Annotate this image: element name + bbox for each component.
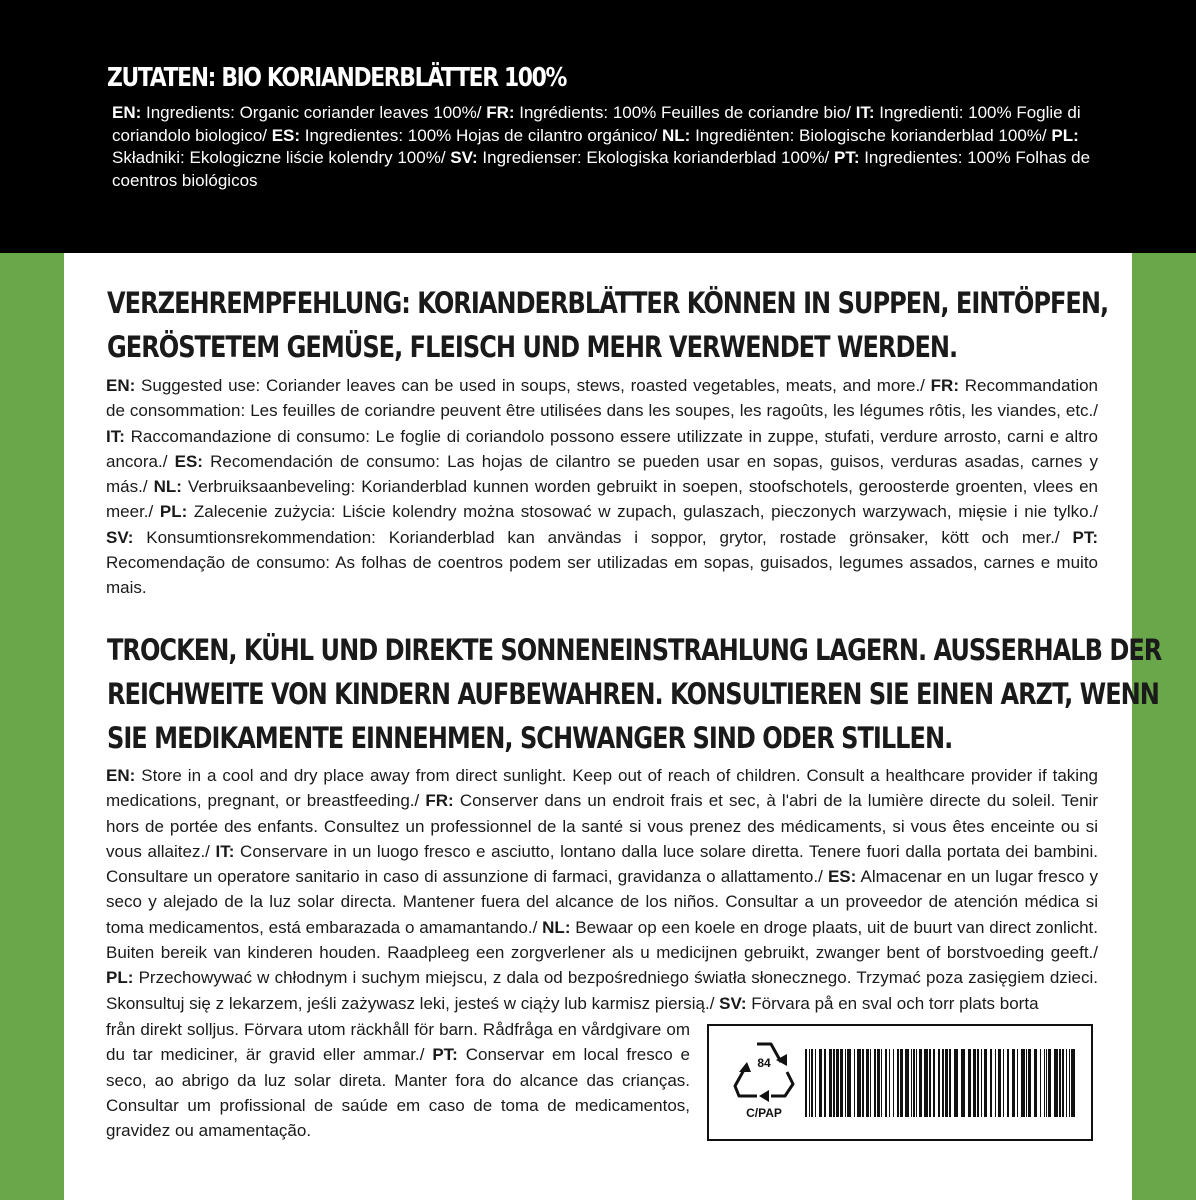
language-code: SV: (719, 993, 747, 1013)
translation-text: Recomendación de consumo: Las hojas de cilantro se pueden usar en sopas, guisos, verduras asadas, carnes y más./ (106, 451, 1098, 497)
language-code: PL: (1051, 125, 1079, 145)
translation-text: Conserver dans un endroit frais et sec, à l'abri de la lumière directe du soleil. Tenir hors de portée des enfants. Consultez un professionnel de la santé si vous prenez des médicaments, si vous êtes enceinte ou si vous allaitez./ (106, 791, 1098, 861)
translation-text: Ingredients: Organic coriander leaves 100%/ (141, 103, 487, 122)
language-code: ES: (827, 867, 857, 887)
translation-text: Conservar em local fresco e seco, ao abrigo da luz solar direta. Manter fora do alcance das crianças. Consultar um profissional de saúde em caso de toma de medicamentos, gravidez ou amamentação. (106, 1045, 690, 1141)
language-code: IT: (106, 426, 125, 446)
language-code: EN: (106, 766, 136, 785)
storage-heading-line-2: REICHWEITE VON KINDERN AUFBEWAHREN. KONSULTIEREN SIE EINEN ARZT, WENN (107, 677, 1159, 711)
translation-text: Ingrediënten: Biologische korianderblad 100%/ (690, 125, 1052, 145)
language-code: PL: (159, 502, 188, 522)
language-code: IT: (855, 103, 875, 122)
translation-text: Ingredientes: 100% Folhas de coentros biológicos (112, 148, 1091, 190)
storage-translations-continued (106, 1017, 690, 1143)
language-code: PL: (106, 968, 134, 988)
translation-text: Store in a cool and dry place away from direct sunlight. Keep out of reach of children. Consult a healthcare provider if taking medications, pregnant, or breastfeeding./ (106, 766, 1098, 811)
storage-translations (106, 763, 1098, 1016)
language-code: FR: (486, 103, 515, 122)
language-code: PT: (1072, 527, 1098, 547)
usage-heading (107, 281, 1109, 369)
recycling-triangle-icon (731, 1036, 797, 1108)
language-code: SV: (106, 527, 134, 547)
packaging-code-box (707, 1024, 1093, 1141)
info-panel (64, 253, 1162, 1200)
translation-text: Suggested use: Coriander leaves can be used in soups, stews, roasted vegetables, meats, and more./ (135, 376, 931, 395)
translation-text: Recommandation de consommation: Les feuilles de coriandre peuvent être utilisées dans les soupes, les ragoûts, les légumes rôtis, les viandes, etc./ (106, 376, 1099, 421)
language-code: IT: (215, 841, 235, 861)
language-code: FR: (425, 791, 454, 811)
language-code: NL: (542, 917, 571, 937)
language-code: ES: (174, 451, 203, 471)
translation-text: Conservare in un luogo fresco e asciutto, lontano dalla luce solare diretta. Tenere fuori dalla portata dei bambini. Consultare un operatore sanitario in caso di assunzione di farmaci, gravidanza o allattamento./ (106, 841, 1098, 887)
storage-heading-line-3: SIE MEDIKAMENTE EINNEHMEN, SCHWANGER SIND ODER STILLEN. (107, 721, 953, 755)
translation-text: Ingredientes: 100% Hojas de cilantro orgánico/ (300, 125, 663, 145)
translation-text: Almacenar en un lugar fresco y seco y alejado de la luz solar directa. Mantener fuera del alcance de los niños. Consultar a un proveedor de atención médica si toma medicamentos, está embarazada o amamantando./ (106, 867, 1098, 937)
translation-text: Ingrédients: 100% Feuilles de coriandre bio/ (514, 103, 856, 122)
recycling-material: C/PAP (746, 1106, 782, 1120)
language-code: EN: (106, 376, 136, 395)
barcode (805, 1049, 1079, 1117)
usage-heading-line-2: GERÖSTETEM GEMÜSE, FLEISCH UND MEHR VERWENDET WERDEN. (107, 330, 958, 364)
ingredients-section (0, 0, 1196, 253)
translation-text: Recomendação de consumo: As folhas de coentros podem ser utilizadas em sopas, guisados, legumes assados, carnes e muito mais. (106, 553, 1098, 598)
language-code: PT: (833, 148, 860, 167)
translation-text: Ingredienti: 100% Foglie di coriandolo biologico/ (112, 103, 1081, 145)
translation-text: Förvara på en sval och torr plats borta (746, 993, 1039, 1013)
usage-heading-line-1: VERZEHREMPFEHLUNG: KORIANDERBLÄTTER KÖNNEN IN SUPPEN, EINTÖPFEN, (107, 286, 1109, 320)
storage-heading (107, 628, 1162, 760)
recycling-symbol (731, 1036, 797, 1126)
storage-heading-line-1: TROCKEN, KÜHL UND DIREKTE SONNENEINSTRAHLUNG LAGERN. AUSSERHALB DER (107, 633, 1162, 667)
ingredients-translations (112, 102, 1112, 192)
language-code: EN: (112, 103, 142, 122)
translation-text: Składniki: Ekologiczne liście kolendry 100%/ (112, 148, 451, 167)
translation-text: Zalecenie zużycia: Liście kolendry można stosować w zupach, gulaszach, pieczonych warzywach, mięsie i nie tylko./ (187, 502, 1098, 522)
language-code: ES: (271, 125, 301, 145)
translation-text: Bewaar op een koele en droge plaats, uit de buurt van direct zonlicht. Buiten bereik van kinderen houden. Raadpleeg een zorgverlener als u medicijnen gebruikt, zwanger bent of borstvoeding geeft./ (106, 917, 1099, 963)
ingredients-heading: ZUTATEN: BIO KORIANDERBLÄTTER 100% (107, 63, 567, 93)
translation-text: Konsumtionsrekommendation: Korianderblad kan användas i soppor, grytor, rostade grönsaker, kött och mer./ (133, 527, 1073, 547)
language-code: SV: (450, 148, 478, 167)
language-code: PT: (432, 1045, 458, 1065)
usage-translations (106, 373, 1098, 601)
translation-text: Ingredienser: Ekologiska korianderblad 100%/ (477, 148, 834, 167)
translation-text: Verbruiksaanbeveling: Korianderblad kunnen worden gebruikt in soepen, stoofschotels, geroosterde groenten, vlees en meer./ (106, 477, 1098, 522)
language-code: NL: (153, 477, 182, 497)
language-code: FR: (930, 376, 959, 395)
translation-text: från direkt solljus. Förvara utom räckhåll för barn. Rådfråga en vårdgivare om du tar mediciner, är gravid eller ammar./ (106, 1020, 690, 1065)
translation-text: Przechowywać w chłodnym i suchym miejscu, z dala od bezpośredniego światła słonecznego. Trzymać poza zasięgiem dzieci. Skonsultuj się z lekarzem, jeśli zażywasz leki, jesteś w ciąży lub karmisz piersią./ (106, 968, 1098, 1013)
language-code: NL: (662, 125, 691, 145)
recycling-code: 84 (757, 1056, 771, 1070)
translation-text: Raccomandazione di consumo: Le foglie di coriandolo possono essere utilizzate in zuppe, stufati, verdure arrosto, carni e altro ancora./ (106, 426, 1098, 471)
